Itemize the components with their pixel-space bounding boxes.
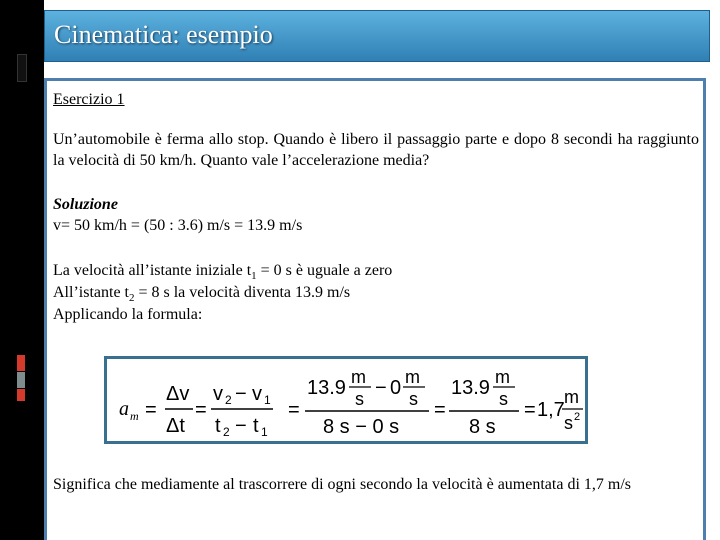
unit-s-3: s (499, 389, 508, 409)
numerator-value-2: 13.9 (451, 377, 490, 399)
equals-5: = (524, 399, 536, 421)
unit-m-4: m (564, 387, 579, 407)
v2: v (213, 383, 223, 405)
problem-text: Un’automobile è ferma allo stop. Quando è libero il passaggio parte e dopo 8 secondi ha raggiunto la velocità di 50 km/h. Quanto vale l’accelerazione media? (53, 131, 699, 169)
content-panel (44, 78, 706, 540)
accel-symbol: a (119, 398, 129, 420)
equals-2: = (195, 399, 207, 421)
equals-3: = (288, 399, 300, 421)
denominator-2: 8 s (469, 416, 496, 438)
minus-v: − (235, 383, 247, 405)
velocity-conversion: v= 50 km/h = (50 : 3.6) m/s = 13.9 m/s (53, 217, 303, 234)
sidebar-accent-black (17, 54, 27, 82)
v2-sub: 2 (225, 393, 232, 407)
t1: t (253, 415, 259, 437)
result-value: 1,7 (537, 399, 565, 421)
t2: t (215, 415, 221, 437)
v1-sub: 1 (264, 393, 271, 407)
numerator-value-1: 13.9 (307, 377, 346, 399)
unit-s-2: s (409, 389, 418, 409)
exercise-label: Esercizio 1 (53, 91, 125, 108)
delta-v: Δv (166, 383, 190, 405)
squared-exponent: 2 (574, 411, 581, 423)
unit-m-2: m (405, 367, 420, 387)
sidebar-accent-red (17, 355, 25, 371)
unit-m-3: m (495, 367, 510, 387)
apply-formula-line: Applicando la formula: (53, 306, 203, 323)
sidebar-accent-red-2 (17, 389, 25, 401)
t1-sub: 1 (261, 425, 268, 439)
acceleration-formula (107, 359, 585, 441)
denominator-1: 8 s − 0 s (323, 416, 400, 438)
zero-num: 0 (390, 377, 402, 399)
slide-title: Cinematica: esempio (54, 20, 273, 49)
v1: v (252, 383, 262, 405)
minus-t: − (235, 415, 247, 437)
final-instant-line: All’istante $t_2 = 8$ s la velocità diventa 13.9 m/s (53, 284, 351, 305)
title-bar (44, 10, 710, 62)
sidebar-accent-gray (17, 372, 25, 388)
t2-sub: 2 (223, 425, 230, 439)
delta-t: Δt (166, 415, 185, 437)
solution-label: Soluzione (53, 196, 118, 213)
initial-instant-line: La velocità all’istante iniziale $t_1 = 0$ s è uguale a zero (53, 262, 393, 283)
conclusion-text: Significa che mediamente al trascorrere di ogni secondo la velocità è aumentata di 1,7 m/s (53, 476, 632, 493)
minus-num: − (375, 377, 387, 399)
formula-box (104, 356, 588, 444)
unit-s-1: s (355, 389, 364, 409)
accel-sub: m (130, 409, 139, 423)
equals-4: = (434, 399, 446, 421)
unit-s-4: s (564, 413, 573, 433)
unit-m-1: m (351, 367, 366, 387)
equals-1: = (145, 399, 157, 421)
